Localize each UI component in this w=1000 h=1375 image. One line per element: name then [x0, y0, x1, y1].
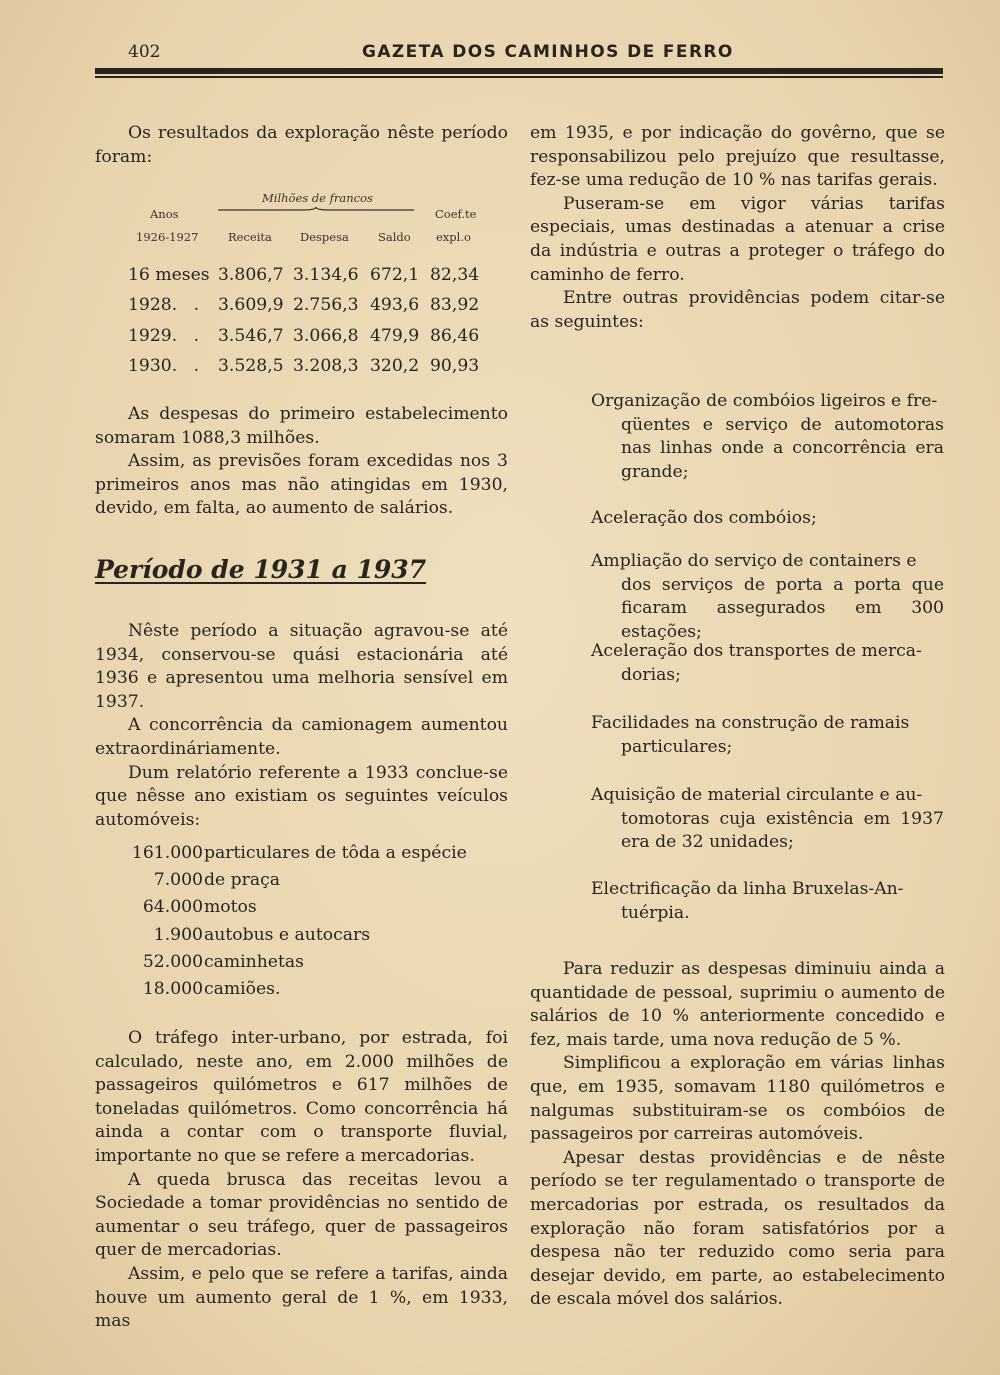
paragraph: Assim, as previsões foram excedidas nos 3 primeiros anos mas não atingidas em 1930, devido, em falta, ao aumento de salários. [95, 451, 508, 519]
left-text-block-2 [95, 620, 508, 832]
intro-paragraph: Os resultados da exploração nêste período foram: [95, 123, 508, 167]
table-group-label: Milhões de francos [262, 191, 373, 205]
paragraph: Assim, e pelo que se refere a tarifas, ainda houve um aumento geral de 1 %, em 1933, mas [95, 1263, 508, 1332]
table-group-brace [218, 206, 414, 214]
list-item: 7.000 de praça [153, 870, 280, 890]
table-row: 16 meses 3.806,7 3.134,6 672,1 82,34 [128, 265, 480, 285]
paragraph: Puseram-se em vigor várias tarifas especiais, umas destinadas a atenuar a crise da indústria e outras a proteger o tráfego do caminho de ferro. [530, 193, 945, 285]
list-item: Ampliação do serviço de containers e dos serviços de porta a porta que ficaram assegurados em 300 estações; [591, 551, 944, 642]
list-item: Aceleração dos combóios; [591, 508, 817, 528]
page-number: 402 [128, 42, 161, 62]
table-col-anos-range: 1926-1927 [136, 230, 199, 244]
left-text-block-1 [95, 403, 508, 521]
paragraph: Nêste período a situação agravou-se até 1934, conservou-se quási estacionária até 1936 e apresentou uma melhoria sensível em 1937. [95, 621, 508, 712]
table-row: 1929. . 3.546,7 3.066,8 479,9 86,46 [128, 326, 480, 346]
list-item: 1.900 autobus e autocars [153, 925, 371, 945]
list-item: Aceleração dos transportes de merca- dorias; [591, 641, 922, 685]
paragraph: A concorrência da camionagem aumentou extraordináriamente. [95, 715, 508, 759]
paragraph: Apesar destas providências e de nêste período se ter regulamentado o transporte de mercadorias por estrada, os resultados da exploração não foram satisfatórios por a despesa não ter reduzido como seria para desejar devido, em parte, ao estabelecimento de escala móvel dos salários. [530, 1147, 945, 1310]
list-item: Electrificação da linha Bruxelas-An- tuérpia. [591, 879, 904, 923]
table-col-receita: Receita [228, 230, 272, 244]
paragraph: O tráfego inter-urbano, por estrada, foi calculado, neste ano, em 2.000 milhões de passageiros quilómetros e 617 milhões de toneladas quilómetros. Como concorrência há ainda a contar com o transporte fluvial, importante no que se refere a mercadorias. [95, 1028, 508, 1166]
table-col-coef: Coef.te [435, 207, 477, 221]
list-item: Aquisição de material circulante e au- tomotoras cuja existência em 1937 era de 32 unidades; [591, 785, 944, 853]
list-item: 64.000 motos [142, 897, 257, 917]
list-item: Organização de combóios ligeiros e fre- qüentes e serviço de automotoras nas linhas onde a concorrência era grande; [591, 391, 944, 482]
left-text-block-3 [95, 1027, 508, 1334]
table-row: 1928. . 3.609,9 2.756,3 493,6 83,92 [128, 295, 480, 315]
table-row: 1930. . 3.528,5 3.208,3 320,2 90,93 [128, 356, 480, 376]
paragraph: em 1935, e por indicação do govêrno, que se responsabilizou pelo prejuízo que resultasse, fez-se uma redução de 10 % nas tarifas gerais. [530, 123, 945, 191]
paragraph: As despesas do primeiro estabelecimento somaram 1088,3 milhões. [95, 404, 508, 448]
paragraph: A queda brusca das receitas levou a Sociedade a tomar providências no sentido de aumentar o seu tráfego, quer de passageiros quer de mercadorias. [95, 1169, 508, 1261]
right-text-block-2 [530, 958, 945, 1312]
list-item: Facilidades na construção de ramais particulares; [591, 713, 910, 757]
publication-title: GAZETA DOS CAMINHOS DE FERRO [362, 42, 734, 62]
table-col-despesa: Despesa [300, 230, 349, 244]
paragraph: Para reduzir as despesas diminuiu ainda a quantidade de pessoal, suprimiu o aumento de salários de 10 % anteriormente concedido e fez, mais tarde, uma nova redução de 5 %. [530, 959, 945, 1050]
list-item: 52.000 caminhetas [142, 952, 304, 972]
table-col-anos: Anos [150, 207, 179, 221]
section-heading: Período de 1931 a 1937 [95, 555, 427, 584]
right-text-block-1 [530, 122, 945, 334]
paragraph: Dum relatório referente a 1933 conclue-se que nêsse ano existiam os seguintes veículos automóveis: [95, 762, 508, 830]
paragraph: Entre outras providências podem citar-se as seguintes: [530, 288, 945, 332]
list-item: 161.000 particulares de tôda a espécie [131, 843, 467, 863]
list-item: 18.000 camiões. [142, 979, 281, 999]
paragraph: Simplificou a exploração em várias linhas que, em 1935, somavam 1180 quilómetros e nalgumas substituiram-se os combóios de passageiros por carreiras automóveis. [530, 1053, 945, 1145]
table-col-expl: expl.o [436, 230, 471, 244]
header-rule [95, 68, 943, 74]
table-col-saldo: Saldo [378, 230, 411, 244]
header-rule-thin [95, 76, 943, 78]
